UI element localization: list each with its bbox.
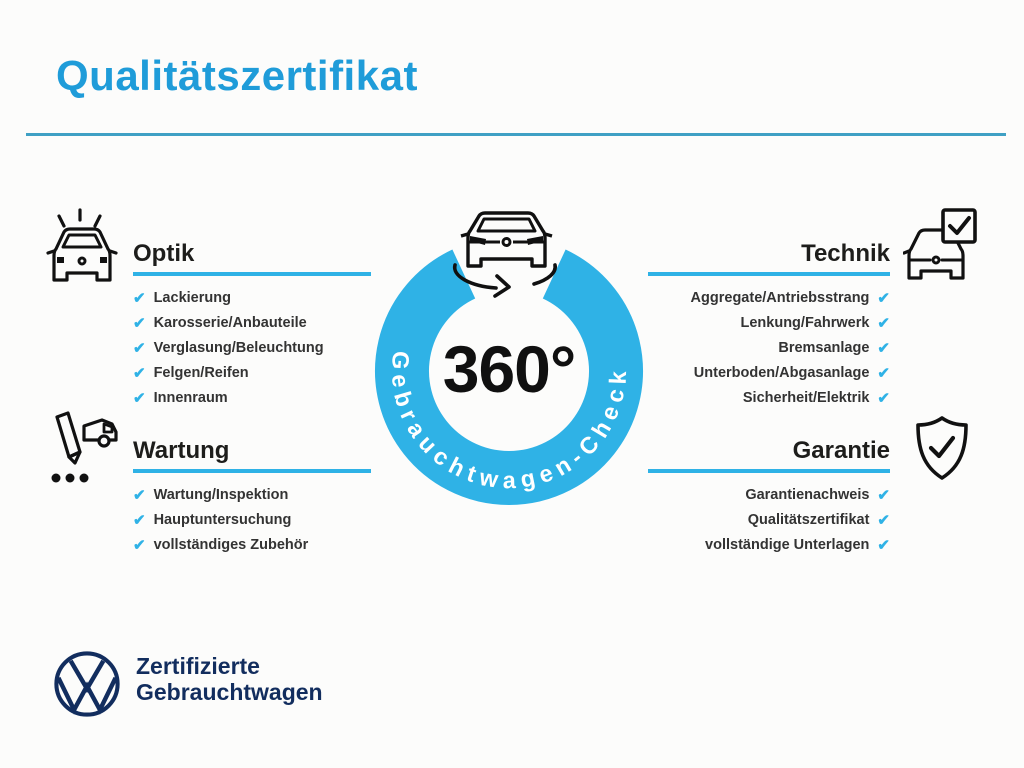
list-item [133,512,371,528]
optik-check-list [133,290,371,406]
list-item-label: Sicherheit/Elektrik [742,390,870,406]
page-title: Qualitätszertifikat [56,52,418,99]
list-item-label: Innenraum [153,390,228,406]
check-icon: ✔ [877,314,890,332]
garantie-check-list [648,487,890,553]
list-item [648,365,890,381]
list-item [648,487,890,503]
section-garantie-underline [648,469,890,473]
list-item-label: Aggregate/Antriebsstrang [690,290,870,306]
list-item-label: Hauptuntersuchung [153,512,292,528]
check-icon: ✔ [133,339,146,357]
list-item [133,537,371,553]
list-item-label: Garantienachweis [745,487,870,503]
car-shine-icon [44,204,120,291]
list-item-label: Lenkung/Fahrwerk [740,315,870,331]
footer-line1: Zertifizierte [136,653,260,679]
check-icon: ✔ [133,536,146,554]
check-icon: ✔ [877,289,890,307]
pencil-van-icon [42,408,122,497]
check-icon: ✔ [877,339,890,357]
check-icon: ✔ [133,511,146,529]
section-technik-underline [648,272,890,276]
list-item-label: Qualitätszertifikat [747,512,870,528]
list-item-label: Verglasung/Beleuchtung [153,340,324,356]
section-optik [133,240,371,415]
list-item [648,512,890,528]
check-icon: ✔ [133,389,146,407]
section-garantie-title: Garantie [792,437,890,464]
list-item-label: Lackierung [153,290,231,306]
section-wartung [133,437,371,562]
car-360-icon [461,213,552,266]
list-item-label: Felgen/Reifen [153,365,249,381]
badge-degrees-label: 360° [442,332,576,406]
list-item [133,390,371,406]
technik-check-list [648,290,890,406]
list-item-label: Bremsanlage [778,340,870,356]
check-icon: ✔ [877,536,890,554]
shield-check-icon [906,412,978,497]
section-garantie [648,437,890,562]
list-item-label: Unterboden/Abgasanlage [693,365,870,381]
check-icon: ✔ [877,511,890,529]
check-icon: ✔ [133,486,146,504]
footer-line2: Gebrauchtwagen [136,679,323,705]
list-item-label: Karosserie/Anbauteile [153,315,307,331]
section-wartung-underline [133,469,371,473]
list-item [648,290,890,306]
check-icon: ✔ [133,289,146,307]
list-item [133,340,371,356]
list-item [648,390,890,406]
check-icon: ✔ [877,389,890,407]
list-item-label: Wartung/Inspektion [153,487,289,503]
section-optik-title: Optik [133,240,195,267]
check-icon: ✔ [133,314,146,332]
check-icon: ✔ [133,364,146,382]
section-optik-underline [133,272,371,276]
car-checkbox-icon [903,206,981,291]
vw-logo [53,650,121,723]
list-item [133,365,371,381]
list-item [648,340,890,356]
list-item-label: vollständige Unterlagen [705,537,870,553]
list-item [648,315,890,331]
section-technik-title: Technik [801,240,890,267]
badge-arc-label: Gebrauchtwagen-Check [386,350,632,494]
check-icon: ✔ [877,364,890,382]
list-item [133,315,371,331]
list-item [648,537,890,553]
check-icon: ✔ [877,486,890,504]
section-wartung-title: Wartung [133,437,230,464]
wartung-check-list [133,487,371,553]
list-item [133,290,371,306]
footer-brand-text [136,653,323,705]
section-technik [648,240,890,415]
list-item [133,487,371,503]
list-item-label: vollständiges Zubehör [153,537,309,553]
